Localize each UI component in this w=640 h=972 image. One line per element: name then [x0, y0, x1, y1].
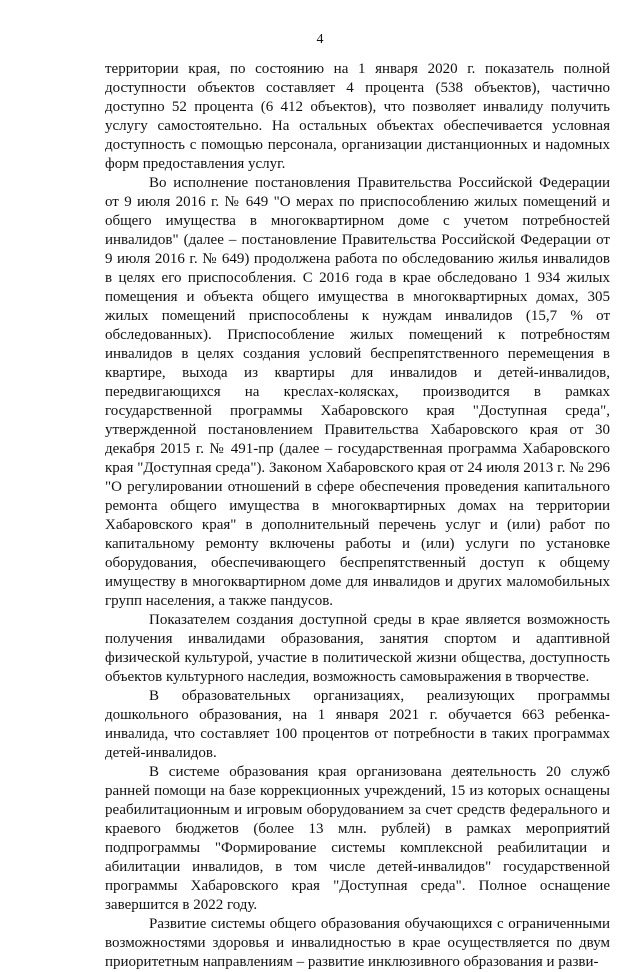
document-body: [105, 60, 610, 972]
paragraph-early-help-services: В системе образования края организована деятельность 20 служб ранней помощи на базе коррекционных учреждений, 15 из которых оснащены реабилитационным и игровым оборудованием за счет средств федерального и краевого бюджетов (более 13 млн. рублей) в рамках мероприятий подпрограммы "Формирование системы комплексной реабилитации и абилитации инвалидов, в том числе детей-инвалидов" государственной программы Хабаровского края "Доступная среда". Полное оснащение завершится в 2022 году.: [105, 764, 610, 913]
paragraph-general-education: Развитие системы общего образования обучающихся с ограниченными возможностями здоровья и инвалидностью в крае осуществляется по двум приоритетным направлениям – развитие инклюзивного образования и разви-: [105, 916, 610, 970]
page-number: 4: [316, 32, 324, 47]
paragraph-continuation: территории края, по состоянию на 1 января 2020 г. показатель полной доступности объектов составляет 4 процента (538 объектов), частично доступно 52 процента (6 412 объектов), что позволяет инвалиду получить услугу самостоятельно. На остальных объектах обеспечивается условная доступность с помощью персонала, организации дистанционных и надомных форм предоставления услуг.: [105, 61, 610, 172]
paragraph-preschool-education: В образовательных организациях, реализующих программы дошкольного образования, на 1 января 2021 г. обучается 663 ребенка-инвалида, что составляет 100 процентов от потребности в таких программах детей-инвалидов.: [105, 688, 610, 761]
paragraph-housing-adaptation: Во исполнение постановления Правительства Российской Федерации от 9 июля 2016 г. № 649 "О мерах по приспособлению жилых помещений и общего имущества в многоквартирном доме с учетом потребностей инвалидов" (далее – постановление Правительства Российской Федерации от 9 июля 2016 г. № 649) продолжена работа по обследованию жилья инвалидов в целях его приспособления. С 2016 года в крае обследовано 1 934 жилых помещения и объекта общего имущества в многоквартирных домах, 305 жилых помещений приспособлены к нуждам инвалидов (15,7 % от обследованных). Приспособление жилых помещений к потребностям инвалидов в целях создания условий беспрепятственного перемещения в квартире, выхода из квартиры для инвалидов и детей-инвалидов, передвигающихся на креслах-колясках, производится в рамках государственной программы Хабаровского края "Доступная среда", утвержденной постановлением Правительства Хабаровского края от 30 декабря 2015 г. № 491-пр (далее – государственная программа Хабаровского края "Доступная среда"). Законом Хабаровского края от 24 июля 2013 г. № 296 "О регулировании отношений в сфере обеспечения проведения капитального ремонта общего имущества в многоквартирных домах на территории Хабаровского края" в дополнительный перечень услуг и (или) работ по капитальному ремонту включены работы и (или) услуги по установке оборудования, обеспечивающего беспрепятственный доступ к общему имуществу в многоквартирном доме для инвалидов и других маломобильных групп населения, а также пандусов.: [105, 175, 610, 609]
paragraph-accessibility-indicator: Показателем создания доступной среды в крае является возможность получения инвалидами образования, занятия спортом и адаптивной физической культурой, участие в политической жизни общества, доступность объектов культурного наследия, возможность самовыражения в творчестве.: [105, 612, 610, 685]
